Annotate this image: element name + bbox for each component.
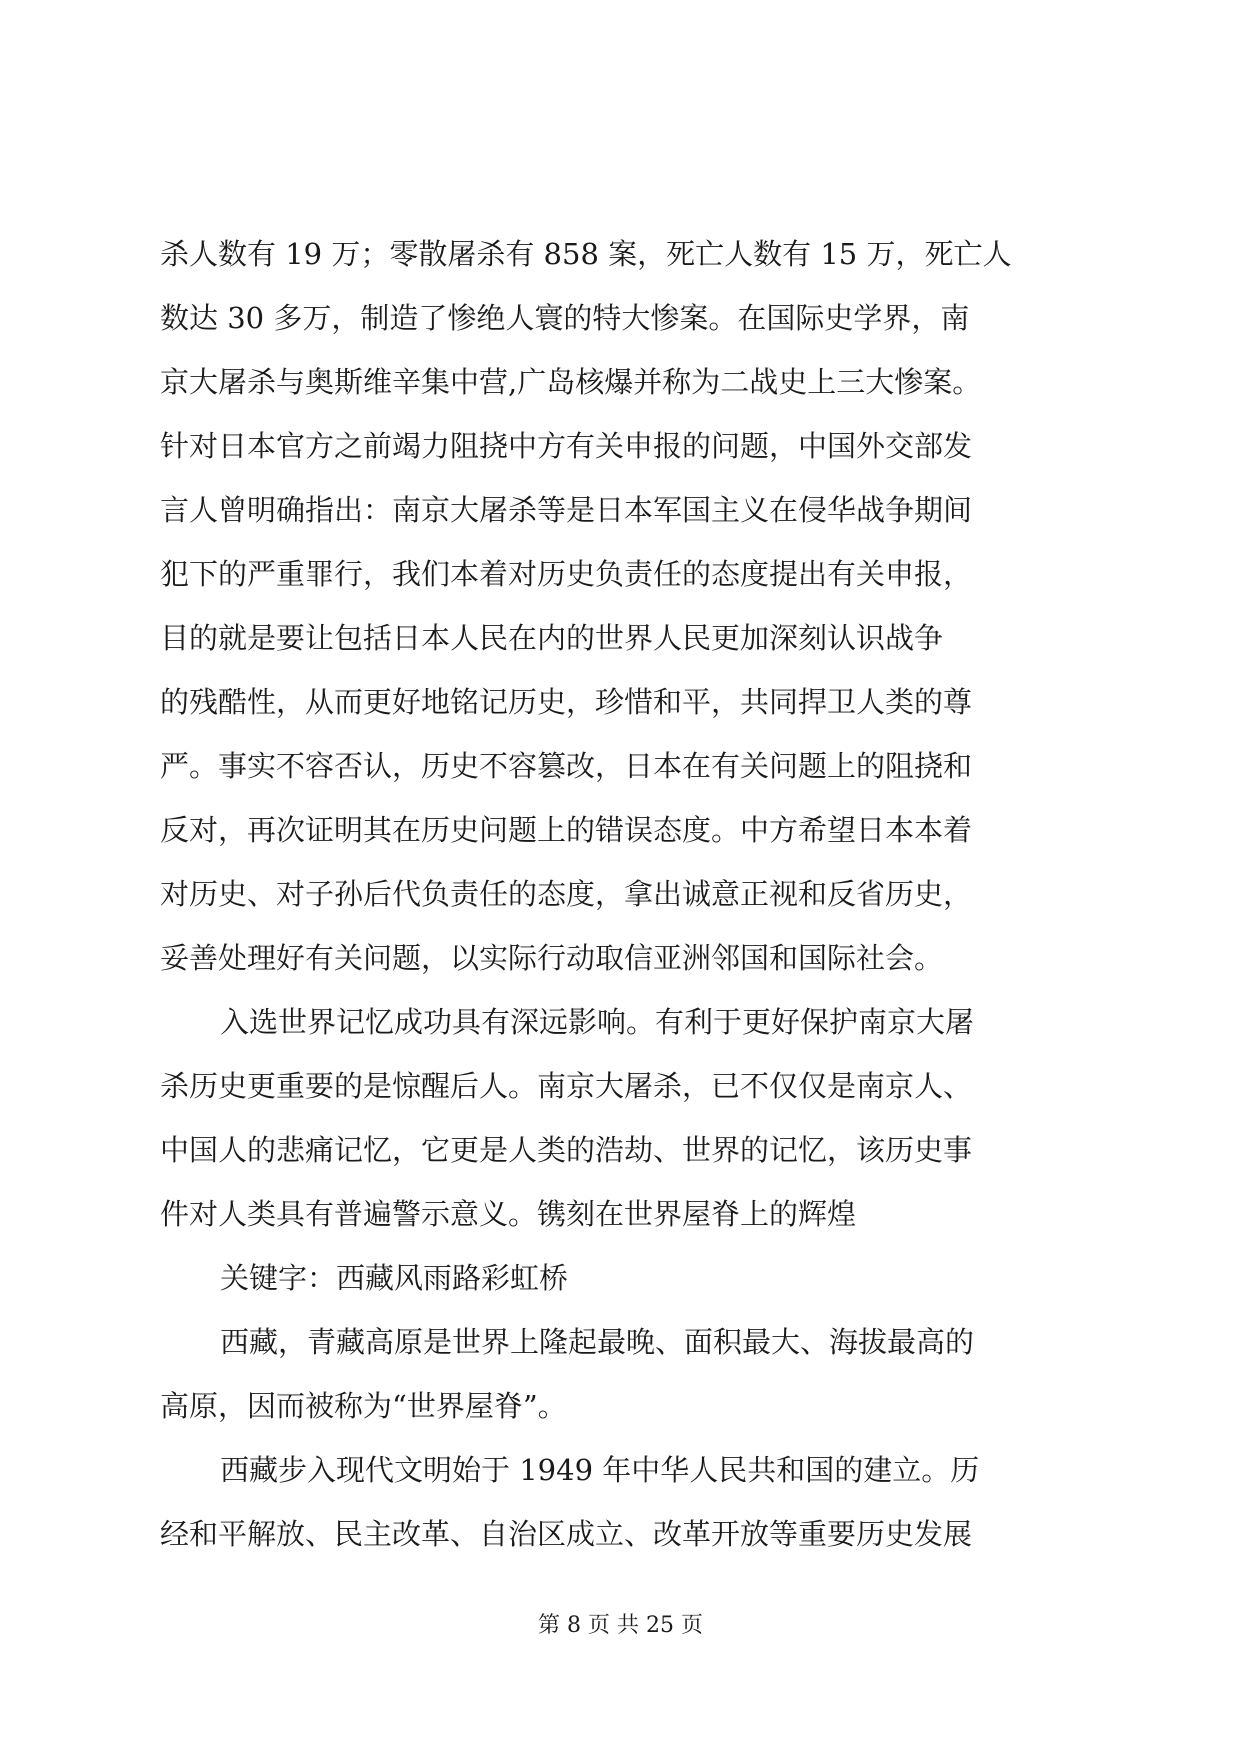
text-line: 数达 30 多万，制造了惨绝人寰的特大惨案。在国际史学界，南 — [160, 301, 970, 335]
text-line: 经和平解放、民主改革、自治区成立、改革开放等重要历史发展 — [160, 1517, 973, 1551]
text-line: 严。事实不容否认，历史不容篡改，日本在有关问题上的阻挠和 — [160, 749, 973, 783]
text-line: 针对日本官方之前竭力阻挠中方有关申报的问题，中国外交部发 — [160, 429, 973, 463]
text-line: 犯下的严重罪行，我们本着对历史负责任的态度提出有关申报， — [160, 557, 973, 591]
text-line: 言人曾明确指出：南京大屠杀等是日本军国主义在侵华战争期间 — [160, 493, 973, 527]
text-line: 西藏步入现代文明始于 1949 年中华人民共和国的建立。历 — [220, 1453, 980, 1487]
text-line: 入选世界记忆成功具有深远影响。有利于更好保护南京大屠 — [220, 1005, 975, 1039]
text-line: 目的就是要让包括日本人民在内的世界人民更加深刻认识战争 — [160, 621, 944, 655]
document-body — [160, 236, 1120, 1580]
text-line: 中国人的悲痛记忆，它更是人类的浩劫、世界的记忆，该历史事 — [160, 1133, 973, 1167]
text-line: 的残酷性，从而更好地铭记历史，珍惜和平，共同捍卫人类的尊 — [160, 685, 973, 719]
text-line: 对历史、对子孙后代负责任的态度，拿出诚意正视和反省历史， — [160, 877, 973, 911]
text-line: 件对人类具有普遍警示意义。镌刻在世界屋脊上的辉煌 — [160, 1197, 857, 1231]
text-line: 妥善处理好有关问题，以实际行动取信亚洲邻国和国际社会。 — [160, 941, 944, 975]
text-line: 杀人数有 19 万；零散屠杀有 858 案，死亡人数有 15 万，死亡人 — [160, 237, 1012, 271]
page-footer: 第 8 页 共 25 页 — [538, 1613, 703, 1638]
text-line: 京大屠杀与奥斯维辛集中营,广岛核爆并称为二战史上三大惨案。 — [160, 365, 982, 399]
text-line: 高原，因而被称为“世界屋脊”。 — [160, 1389, 567, 1423]
text-line: 关键字：西藏风雨路彩虹桥 — [220, 1261, 569, 1295]
text-line: 反对，再次证明其在历史问题上的错误态度。中方希望日本本着 — [160, 813, 973, 847]
text-line: 西藏，青藏高原是世界上隆起最晚、面积最大、海拔最高的 — [220, 1325, 975, 1359]
text-line: 杀历史更重要的是惊醒后人。南京大屠杀，已不仅仅是南京人、 — [160, 1069, 973, 1103]
